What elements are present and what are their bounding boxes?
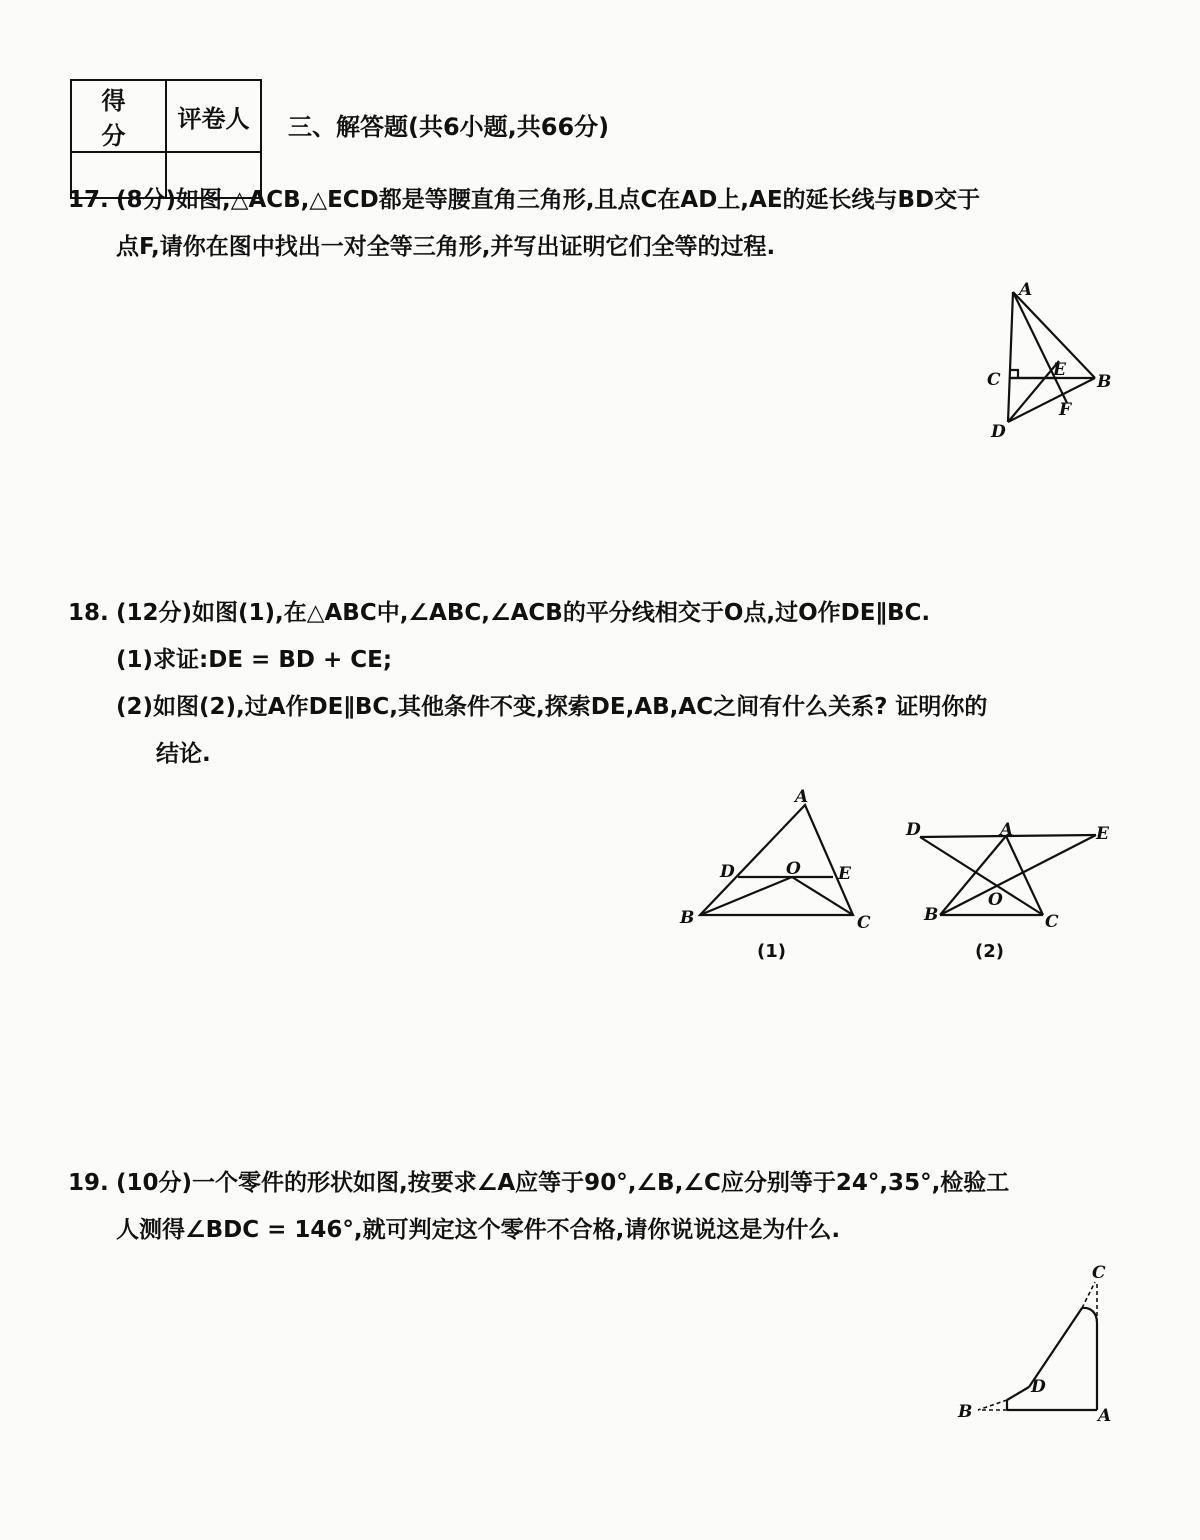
label-E: E	[838, 864, 851, 884]
question-number: 19.	[68, 1170, 109, 1196]
label-C: C	[987, 370, 1001, 390]
question-text-line1: (10分)一个零件的形状如图,按要求∠A应等于90°,∠B,∠C应分别等于24°,35°,检验工	[116, 1170, 1010, 1196]
right-angle-mark	[1010, 370, 1018, 378]
label-C: C	[1092, 1263, 1106, 1283]
label-A: A	[1000, 820, 1014, 840]
section-title: 三、解答题(共6小题,共66分)	[288, 113, 610, 141]
label-E: E	[1096, 824, 1109, 844]
segment-DB	[1008, 378, 1095, 422]
label-C: C	[1045, 912, 1059, 932]
q17-figure	[975, 275, 1125, 445]
figure-caption-1: (1)	[757, 941, 786, 962]
label-A: A	[1098, 1406, 1112, 1426]
question-18	[68, 590, 1118, 778]
label-D: D	[1031, 1377, 1046, 1397]
label-E: E	[1053, 360, 1066, 380]
question-part-2-cont: 结论.	[156, 741, 211, 767]
label-B: B	[680, 908, 695, 928]
question-number: 17.	[68, 187, 109, 213]
label-B: B	[924, 905, 939, 925]
question-17	[68, 177, 1118, 271]
label-O: O	[786, 859, 801, 879]
question-text-line2: 点F,请你在图中找出一对全等三角形,并写出证明它们全等的过程.	[116, 234, 776, 260]
segment-AD	[1008, 292, 1013, 422]
figure-caption-2: (2)	[975, 941, 1004, 962]
segment-D-notch	[1007, 1387, 1029, 1400]
segment-BE	[940, 835, 1096, 915]
dashed-to-C-left	[1082, 1282, 1095, 1308]
label-A: A	[795, 787, 809, 807]
dashed-to-B-top	[978, 1400, 1007, 1410]
question-text-line2: 人测得∠BDC = 146°,就可判定这个零件不合格,请你说说这是为什么.	[116, 1217, 841, 1243]
question-19	[68, 1160, 1118, 1254]
label-B: B	[958, 1402, 973, 1422]
question-part-1: (1)求证:DE = BD + CE;	[116, 647, 393, 673]
question-text-line1: (8分)如图,△ACB,△ECD都是等腰直角三角形,且点C在AD上,AE的延长线与BD交于	[116, 187, 981, 213]
label-D: D	[991, 422, 1006, 442]
label-F: F	[1059, 400, 1072, 420]
segment-BO	[700, 877, 792, 915]
label-B: B	[1097, 372, 1112, 392]
score-label: 得 分	[71, 80, 166, 152]
segment-AF	[1013, 292, 1067, 403]
triangle-ABC	[700, 805, 853, 915]
label-D: D	[720, 862, 735, 882]
grader-label: 评卷人	[166, 80, 261, 152]
q19-figure	[950, 1260, 1120, 1430]
question-number: 18.	[68, 600, 109, 626]
q18-figure-2	[900, 815, 1120, 970]
question-text-line1: (12分)如图(1),在△ABC中,∠ABC,∠ACB的平分线相交于O点,过O作DE∥BC.	[116, 600, 931, 626]
question-part-2: (2)如图(2),过A作DE∥BC,其他条件不变,探索DE,AB,AC之间有什么关系? 证明你的	[116, 694, 988, 720]
q18-figure-1	[675, 785, 895, 970]
segment-C-to-D	[1029, 1308, 1082, 1387]
label-C: C	[857, 913, 871, 933]
arc-at-C	[1082, 1308, 1097, 1323]
label-O: O	[988, 890, 1003, 910]
label-D: D	[906, 820, 921, 840]
label-A: A	[1019, 280, 1033, 300]
